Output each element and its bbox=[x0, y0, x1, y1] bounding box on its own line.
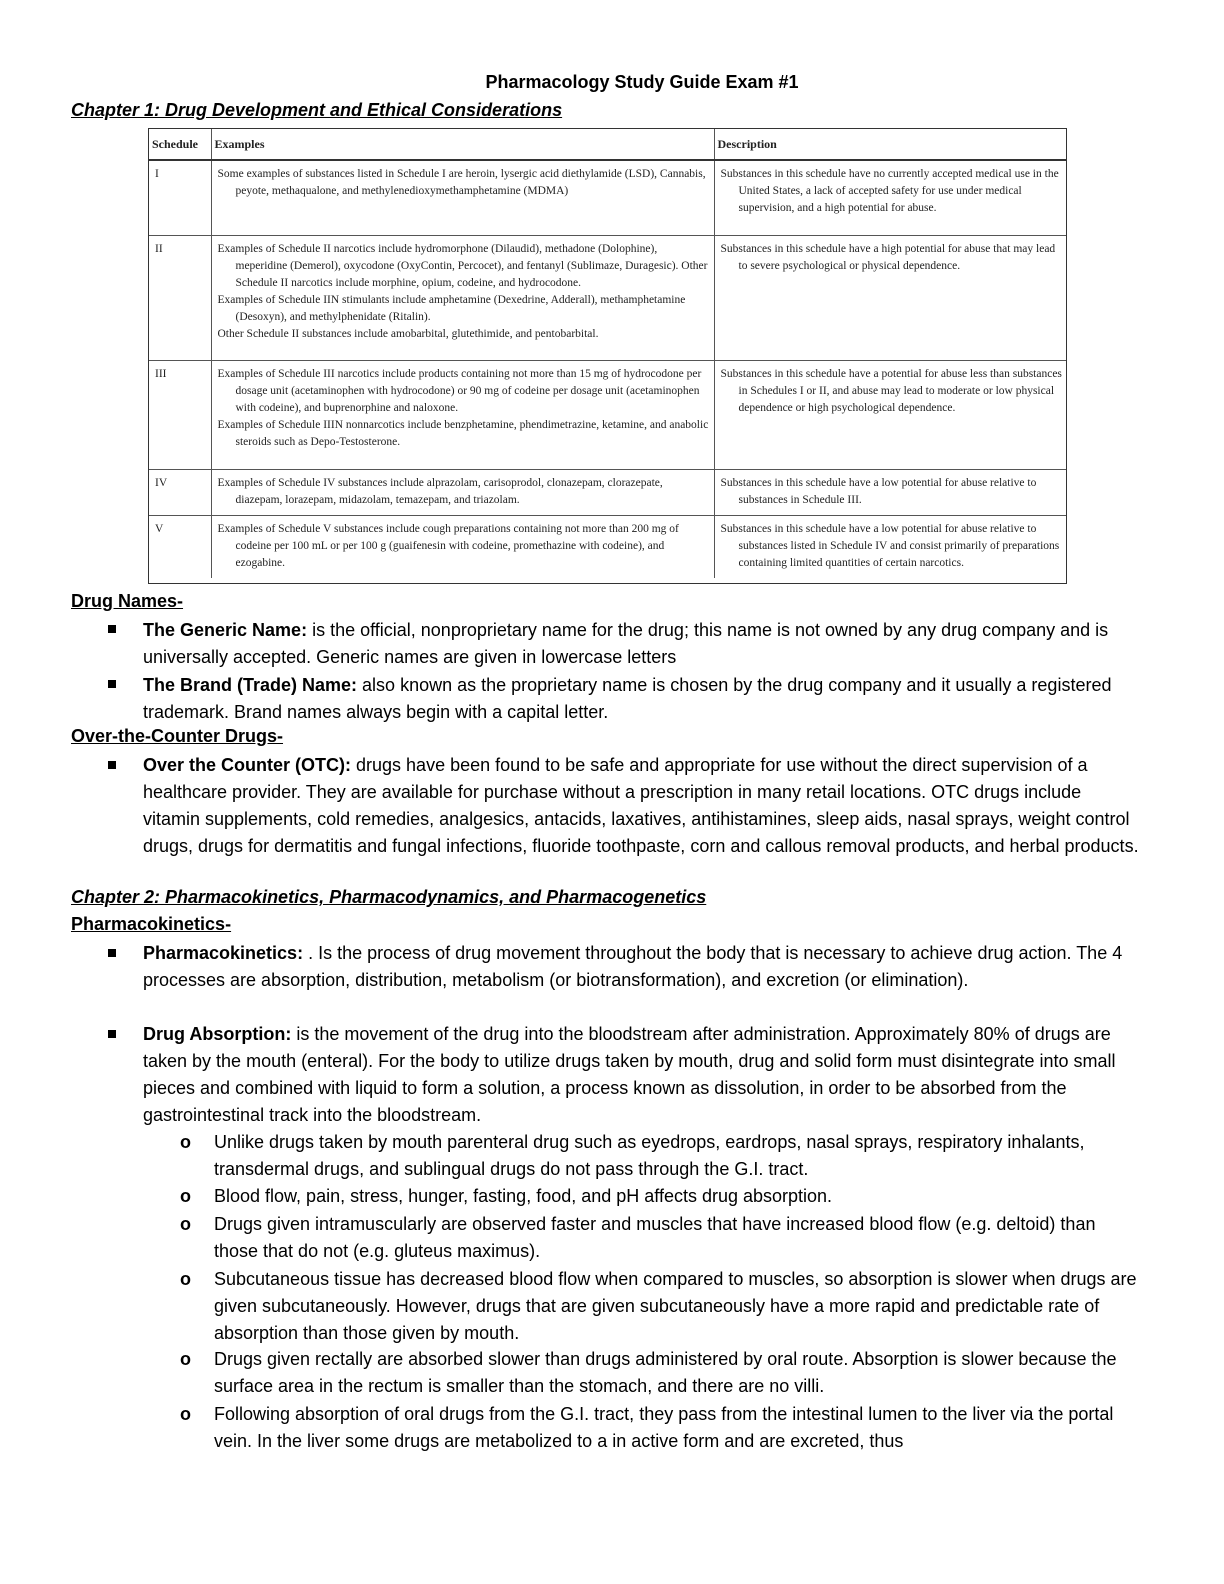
schedule-cell: III bbox=[149, 360, 211, 469]
term-text: is the official, nonproprietary name for the drug; this name is not owned by any drug company and is universally accepted. Generic names are given in lowercase letters bbox=[143, 620, 1109, 667]
examples-cell bbox=[211, 469, 714, 515]
term-text: is the movement of the drug into the bloodstream after administration. Approximately 80% of drugs are taken by the mouth (enteral). For the body to utilize drugs taken by mouth, drug and solid form must disintegrate into small pieces and combined with liquid to form a solution, a process known as dissolution, in order to be absorbed from the gastrointestinal track into the bloodstream. bbox=[143, 1024, 1116, 1125]
sub-list-item: Blood flow, pain, stress, hunger, fasting, food, and pH affects drug absorption. bbox=[214, 1186, 833, 1206]
list-item bbox=[143, 940, 1143, 994]
chapter-1-heading: Chapter 1: Drug Development and Ethical Considerations bbox=[71, 100, 563, 120]
example-text: Other Schedule II substances include amobarbital, glutethimide, and pentobarbital. bbox=[217, 327, 599, 340]
description-cell bbox=[714, 160, 1066, 235]
term-label: Drug Absorption: bbox=[143, 1024, 292, 1044]
circle-bullet-icon: o bbox=[180, 1214, 191, 1234]
table-row bbox=[149, 469, 1066, 515]
list-item bbox=[143, 752, 1143, 860]
term-text: . Is the process of drug movement throughout the body that is necessary to achieve drug action. The 4 processes are absorption, distribution, metabolism (or biotransformation), and excretion (or elimination). bbox=[143, 943, 1123, 990]
square-bullet-icon bbox=[108, 680, 118, 690]
square-bullet-icon bbox=[108, 625, 118, 635]
sub-list-item: Unlike drugs taken by mouth parenteral drug such as eyedrops, eardrops, nasal sprays, respiratory inhalants, transdermal drugs, and sublingual drugs do not pass through the G.I. tract. bbox=[214, 1132, 1085, 1179]
example-text: Examples of Schedule IIIN nonnarcotics include benzphetamine, phendimetrazine, ketamine, and anabolic steroids such as Depo-Testosterone. bbox=[217, 418, 709, 448]
schedule-cell: V bbox=[149, 515, 211, 578]
circle-bullet-icon: o bbox=[180, 1404, 191, 1424]
column-header-description: Description bbox=[714, 129, 1066, 160]
term-label: Over the Counter (OTC): bbox=[143, 755, 352, 775]
schedule-table bbox=[148, 128, 1067, 584]
example-text: Some examples of substances listed in Schedule I are heroin, lysergic acid diethylamide (LSD), Cannabis, peyote, methaqualone, and methylenedioxymethamphetamine (MDMA) bbox=[217, 168, 706, 197]
term-text: also known as the proprietary name is chosen by the drug company and it usually a registered trademark. Brand names always begin with a capital letter. bbox=[143, 675, 1112, 722]
circle-bullet-icon: o bbox=[180, 1269, 191, 1289]
examples-cell bbox=[211, 160, 714, 235]
description-text: Substances in this schedule have a high potential for abuse that may lead to severe psychological or physical dependence. bbox=[720, 242, 1056, 272]
term-text: drugs have been found to be safe and appropriate for use without the direct supervision of a healthcare provider. They are available for purchase without a prescription in many retail locations. OTC drugs include vitamin supplements, cold remedies, analgesics, antacids, laxatives, antihistamines, sleep aids, nasal sprays, weight control drugs, drugs for dermatitis and fungal infections, fluoride toothpaste, corn and callous removal products, and herbal products. bbox=[143, 755, 1139, 856]
description-cell bbox=[714, 235, 1066, 360]
schedule-cell: IV bbox=[149, 469, 211, 515]
description-text: Substances in this schedule have a low potential for abuse relative to substances listed in Schedule IV and consist primarily of preparations containing limited quantities of certain narcotics. bbox=[720, 522, 1060, 569]
description-cell bbox=[714, 360, 1066, 469]
description-text: Substances in this schedule have a potential for abuse less than substances in Schedules I or II, and abuse may lead to moderate or low physical dependence or high psychological dependence. bbox=[720, 367, 1062, 414]
table-row bbox=[149, 235, 1066, 360]
example-text: Examples of Schedule V substances include cough preparations containing not more than 200 mg of codeine per 100 mL or per 100 g (guaifenesin with codeine, promethazine with codeine), and ezogabine. bbox=[217, 522, 679, 569]
table-row bbox=[149, 515, 1066, 578]
list-item bbox=[143, 672, 1143, 726]
column-header-examples: Examples bbox=[211, 129, 714, 160]
schedule-cell: II bbox=[149, 235, 211, 360]
term-label: The Brand (Trade) Name: bbox=[143, 675, 358, 695]
circle-bullet-icon: o bbox=[180, 1349, 191, 1369]
example-text: Examples of Schedule III narcotics include products containing not more than 15 mg of hydrocodone per dosage unit (acetaminophen with hydrocodone) or 90 mg of codeine per dosage unit (acetaminophen with codeine), and buprenorphine and naloxone. bbox=[217, 367, 702, 414]
example-text: Examples of Schedule IV substances include alprazolam, carisoprodol, clonazepam, clorazepate, diazepam, lorazepam, midazolam, temazepam, and triazolam. bbox=[217, 476, 663, 506]
sub-list-item: Following absorption of oral drugs from the G.I. tract, they pass from the intestinal lumen to the liver via the portal vein. In the liver some drugs are metabolized to a in active form and are excreted, thus bbox=[214, 1404, 1114, 1451]
sub-list-item: Drugs given rectally are absorbed slower than drugs administered by oral route. Absorption is slower because the surface area in the rectum is smaller than the stomach, and there are no villi. bbox=[214, 1349, 1117, 1396]
list-item bbox=[143, 1021, 1143, 1129]
table-row bbox=[149, 360, 1066, 469]
column-header-schedule: Schedule bbox=[149, 129, 211, 160]
description-cell bbox=[714, 515, 1066, 578]
pharmacokinetics-heading: Pharmacokinetics- bbox=[71, 914, 232, 934]
example-text: Examples of Schedule II narcotics include hydromorphone (Dilaudid), methadone (Dolophine), meperidine (Demerol), oxycodone (OxyContin, Percocet), and fentanyl (Sublimaze, Duragesic). Other Schedule II narcotics include morphine, opium, codeine, and hydrocodone. bbox=[217, 242, 708, 289]
examples-cell bbox=[211, 360, 714, 469]
circle-bullet-icon: o bbox=[180, 1132, 191, 1152]
sub-list-item: Drugs given intramuscularly are observed faster and muscles that have increased blood flow (e.g. deltoid) than those that do not (e.g. gluteus maximus). bbox=[214, 1214, 1096, 1261]
square-bullet-icon bbox=[108, 949, 118, 959]
description-text: Substances in this schedule have no currently accepted medical use in the United States, a lack of accepted safety for use under medical supervision, and a high potential for abuse. bbox=[720, 168, 1059, 214]
chapter-2-heading: Chapter 2: Pharmacokinetics, Pharmacodynamics, and Pharmacogenetics bbox=[71, 887, 707, 907]
examples-cell bbox=[211, 235, 714, 360]
square-bullet-icon bbox=[108, 761, 118, 771]
drug-names-heading: Drug Names- bbox=[71, 591, 184, 611]
term-label: The Generic Name: bbox=[143, 620, 308, 640]
example-text: Examples of Schedule IIN stimulants include amphetamine (Dexedrine, Adderall), methamphetamine (Desoxyn), and methylphenidate (Ritalin). bbox=[217, 293, 686, 323]
sub-list-item: Subcutaneous tissue has decreased blood flow when compared to muscles, so absorption is slower when drugs are given subcutaneously. However, drugs that are given subcutaneously have a more rapid and predictable rate of absorption than those given by mouth. bbox=[214, 1269, 1137, 1343]
list-item bbox=[143, 617, 1143, 671]
circle-bullet-icon: o bbox=[180, 1186, 191, 1206]
otc-heading: Over-the-Counter Drugs- bbox=[71, 726, 284, 746]
square-bullet-icon bbox=[108, 1030, 118, 1040]
examples-cell bbox=[211, 515, 714, 578]
description-text: Substances in this schedule have a low potential for abuse relative to substances in Schedule III. bbox=[720, 476, 1037, 506]
page-title: Pharmacology Study Guide Exam #1 bbox=[485, 72, 799, 92]
description-cell bbox=[714, 469, 1066, 515]
table-row bbox=[149, 160, 1066, 235]
schedule-cell: I bbox=[149, 160, 211, 235]
term-label: Pharmacokinetics: bbox=[143, 943, 304, 963]
